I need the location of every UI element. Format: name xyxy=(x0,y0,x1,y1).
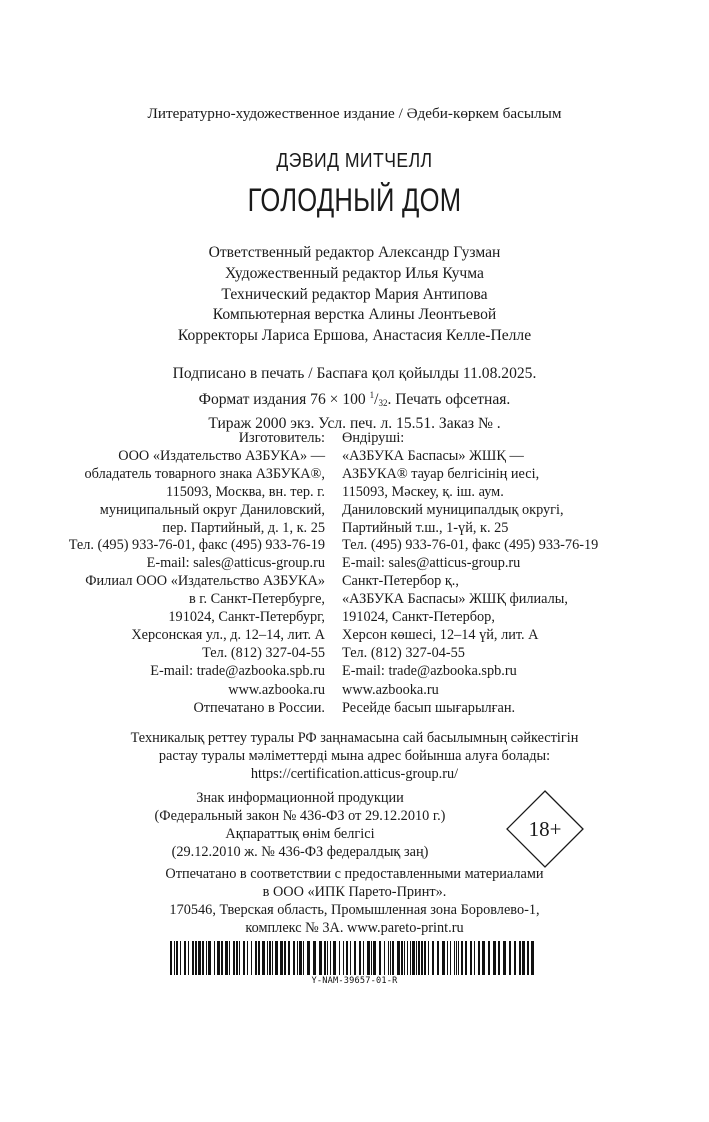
barcode-bar xyxy=(470,941,472,975)
publication-info xyxy=(0,364,709,434)
signed-date: Подписано в печать / Баспаға қол қойылды 11.08.2025. xyxy=(172,365,537,382)
text-line: ООО «Издательство АЗБУКА» — xyxy=(118,447,325,464)
barcode-bar xyxy=(350,941,351,975)
barcode-bar xyxy=(379,941,381,975)
barcode-icon xyxy=(170,941,539,975)
barcode-bar xyxy=(239,941,240,975)
barcode-bar xyxy=(288,941,290,975)
text-line: растау туралы мәліметтерді мына адрес бойынша алуға болады: xyxy=(158,747,551,764)
barcode-bar xyxy=(303,941,304,975)
barcode-bar xyxy=(478,941,480,975)
website-line: www.azbooka.ru xyxy=(228,682,325,698)
text-line: Ресейде басып шығарылған. xyxy=(342,699,516,716)
barcode-bar xyxy=(367,941,370,975)
barcode-bar xyxy=(428,941,429,975)
barcode-bar xyxy=(284,941,286,975)
barcode-bar xyxy=(346,941,348,975)
barcode-bar xyxy=(339,941,340,975)
barcode-bar xyxy=(465,941,467,975)
manufacturer-kz xyxy=(342,430,598,573)
staff-line: Технический редактор Мария Антипова xyxy=(221,285,488,303)
barcode-bar xyxy=(324,941,326,975)
manufacturer-ru xyxy=(69,430,325,573)
branch-ru xyxy=(85,573,325,680)
barcode-bar xyxy=(297,941,298,975)
barcode-bar xyxy=(233,941,235,975)
text-line: Знак информационной продукции xyxy=(196,790,404,806)
text-line: Отпечатано в соответствии с предоставленными материалами xyxy=(165,866,544,882)
barcode-bar xyxy=(450,941,451,975)
barcode-bar xyxy=(458,941,459,975)
barcode-bar xyxy=(371,941,372,975)
text-line: пер. Партийный, д. 1, к. 25 xyxy=(162,519,325,536)
barcode-bar xyxy=(225,941,228,975)
barcode-bar xyxy=(404,941,405,975)
barcode-bar xyxy=(407,941,408,975)
text-line: Тел. (495) 933-76-01, факс (495) 933-76-19 xyxy=(68,537,325,554)
text-line: «АЗБУКА Баспасы» ЖШҚ — xyxy=(342,447,524,464)
barcode-bar xyxy=(247,941,248,975)
barcode-bar xyxy=(258,941,260,975)
barcode-bar xyxy=(437,941,439,975)
edition-type: Литературно-художественное издание / Әдеби-көркем басылым xyxy=(147,105,562,122)
barcode-bar xyxy=(229,941,230,975)
editorial-staff xyxy=(0,243,709,347)
staff-line: Художественный редактор Илья Кучма xyxy=(225,264,484,282)
text-line: (29.12.2010 ж. № 436-ФЗ федералдық заң) xyxy=(171,843,429,860)
barcode-bar xyxy=(412,941,415,975)
barcode-bar xyxy=(272,941,273,975)
text-line: 191024, Санкт-Петербург, xyxy=(168,608,325,625)
staff-line: Компьютерная верстка Алины Леонтьевой xyxy=(212,306,497,324)
barcode-bar xyxy=(255,941,257,975)
barcode-bar xyxy=(418,941,420,975)
barcode-bar xyxy=(262,941,265,975)
text-line: Херсон көшесі, 12–14 үй, лит. А xyxy=(342,626,539,643)
text-line: 115093, Москва, вн. тер. г. xyxy=(166,483,325,500)
email-line: E-mail: sales@atticus-group.ru xyxy=(342,555,521,572)
text-line: Тел. (812) 327-04-55 xyxy=(342,644,465,661)
text-line: 170546, Тверская область, Промышленная зона Боровлево-1, xyxy=(169,901,540,918)
barcode-bar xyxy=(531,941,534,975)
barcode-bar xyxy=(243,941,245,975)
barcode-bar xyxy=(461,941,463,975)
barcode-bar xyxy=(221,941,223,975)
barcode-bar xyxy=(354,941,356,975)
barcode-bar xyxy=(474,941,475,975)
text-line: Тел. (812) 327-04-55 xyxy=(202,644,325,661)
barcode-bar xyxy=(333,941,336,975)
branch-kz xyxy=(342,573,568,680)
text-line: Даниловский муниципалдық округі, xyxy=(342,501,564,518)
printer-info xyxy=(0,866,709,938)
barcode-bar xyxy=(195,941,197,975)
barcode-bar xyxy=(174,941,175,975)
barcode-bar xyxy=(410,941,411,975)
barcode-bar xyxy=(280,941,283,975)
barcode-bar xyxy=(343,941,344,975)
barcode-bar xyxy=(170,941,172,975)
barcode-bar xyxy=(363,941,364,975)
text-line: в ООО «ИПК Парето-Принт». xyxy=(262,883,447,900)
certification-note xyxy=(0,730,709,784)
text-line: Партийный т.ш., 1-үй, к. 25 xyxy=(342,519,509,536)
text-line: 115093, Мәскеу, қ. іш. аум. xyxy=(342,483,504,500)
text-line: АЗБУКА® тауар белгісінің иесі, xyxy=(342,465,540,482)
barcode-bar xyxy=(198,941,201,975)
staff-line: Корректоры Лариса Ершова, Анастасия Келле-Пелле xyxy=(177,327,532,345)
text-line: 191024, Санкт-Петербор, xyxy=(342,608,495,625)
barcode-bar xyxy=(401,941,403,975)
text-line: Өндіруші: xyxy=(342,430,405,446)
barcode-bar xyxy=(313,941,316,975)
barcode-bar xyxy=(388,941,389,975)
certification-url: https://certification.atticus-group.ru/ xyxy=(250,765,459,782)
age-rating-label: 18+ xyxy=(528,817,562,841)
text-line: Изготовитель: xyxy=(238,430,325,446)
website-kz xyxy=(342,682,515,718)
barcode-bar xyxy=(327,941,328,975)
barcode-bar xyxy=(498,941,500,975)
barcode-bar xyxy=(482,941,485,975)
barcode-bar xyxy=(307,941,310,975)
text-line: комплекс № 3А. www.pareto-print.ru xyxy=(245,919,464,936)
barcode-bar xyxy=(432,941,434,975)
barcode-bar xyxy=(392,941,394,975)
barcode-bar xyxy=(493,941,496,975)
text-line: Ақпараттық өнім белгісі xyxy=(225,825,375,842)
barcode-bar xyxy=(208,941,211,975)
barcode-bar xyxy=(509,941,511,975)
barcode-label: Y-NAM-39657-01-R xyxy=(311,976,398,986)
barcode-bar xyxy=(519,941,521,975)
barcode-bar xyxy=(188,941,189,975)
barcode-bar xyxy=(514,941,516,975)
text-line: муниципальный округ Даниловский, xyxy=(99,501,325,518)
barcode-bar xyxy=(488,941,490,975)
print-run: Тираж 2000 экз. Усл. печ. л. 15.51. Заказ № . xyxy=(208,414,501,432)
website-ru xyxy=(193,682,325,718)
barcode-bar xyxy=(251,941,252,975)
barcode-bar xyxy=(330,941,331,975)
barcode-bar xyxy=(456,941,457,975)
barcode-bar xyxy=(275,941,278,975)
barcode-bar xyxy=(421,941,423,975)
text-line: в г. Санкт-Петербурге, xyxy=(188,590,325,607)
book-author: ДЭВИД МИТЧЕЛЛ xyxy=(276,150,433,172)
barcode-bar xyxy=(184,941,186,975)
barcode-bar xyxy=(217,941,220,975)
barcode-bar xyxy=(236,941,238,975)
barcode-bar xyxy=(503,941,506,975)
barcode-bar xyxy=(206,941,207,975)
barcode-bar xyxy=(359,941,361,975)
barcode-bar xyxy=(390,941,391,975)
barcode-bar xyxy=(180,941,181,975)
barcode-bar xyxy=(373,941,376,975)
barcode-bar xyxy=(299,941,302,975)
barcode-bar xyxy=(176,941,178,975)
barcode-bar xyxy=(319,941,322,975)
barcode-bar xyxy=(384,941,385,975)
barcode-bar xyxy=(424,941,426,975)
barcode-bar xyxy=(267,941,268,975)
text-line: (Федеральный закон № 436-ФЗ от 29.12.2010 г.) xyxy=(154,807,446,824)
text-line: Санкт-Петербор қ., xyxy=(342,573,459,589)
text-line: Тел. (495) 933-76-01, факс (495) 933-76-19 xyxy=(342,537,599,554)
text-line: обладатель товарного знака АЗБУКА®, xyxy=(84,465,325,482)
text-line: Филиал ООО «Издательство АЗБУКА» xyxy=(85,573,325,589)
barcode-bar xyxy=(202,941,204,975)
print-format: Формат издания 76 × 100 $^1/_{32}$. Печать офсетная. xyxy=(198,389,511,408)
barcode-bar xyxy=(416,941,417,975)
barcode-bar xyxy=(269,941,271,975)
barcode-bar xyxy=(214,941,215,975)
email-line: E-mail: sales@atticus-group.ru xyxy=(146,555,325,572)
email-line: E-mail: trade@azbooka.spb.ru xyxy=(342,662,517,679)
age-rating-diamond-icon xyxy=(505,789,585,869)
information-product-sign xyxy=(140,790,460,862)
text-line: Техникалық реттеу туралы РФ заңнамасына сай басылымның сәйкестігін xyxy=(130,730,579,746)
email-line: E-mail: trade@azbooka.spb.ru xyxy=(150,662,325,679)
staff-line: Ответственный редактор Александр Гузман xyxy=(208,244,501,261)
barcode-bar xyxy=(447,941,448,975)
book-title: ГОЛОДНЫЙ ДОМ xyxy=(247,182,462,218)
barcode-bar xyxy=(397,941,400,975)
barcode-bar xyxy=(293,941,295,975)
barcode-bar xyxy=(522,941,525,975)
text-line: Херсонская ул., д. 12–14, лит. А xyxy=(131,626,325,643)
barcode-bar xyxy=(527,941,529,975)
website-line: www.azbooka.ru xyxy=(342,682,439,698)
barcode-bar xyxy=(192,941,194,975)
text-line: «АЗБУКА Баспасы» ЖШҚ филиалы, xyxy=(342,590,568,607)
text-line: Отпечатано в России. xyxy=(193,699,325,716)
barcode-bar xyxy=(454,941,455,975)
barcode-bar xyxy=(442,941,445,975)
